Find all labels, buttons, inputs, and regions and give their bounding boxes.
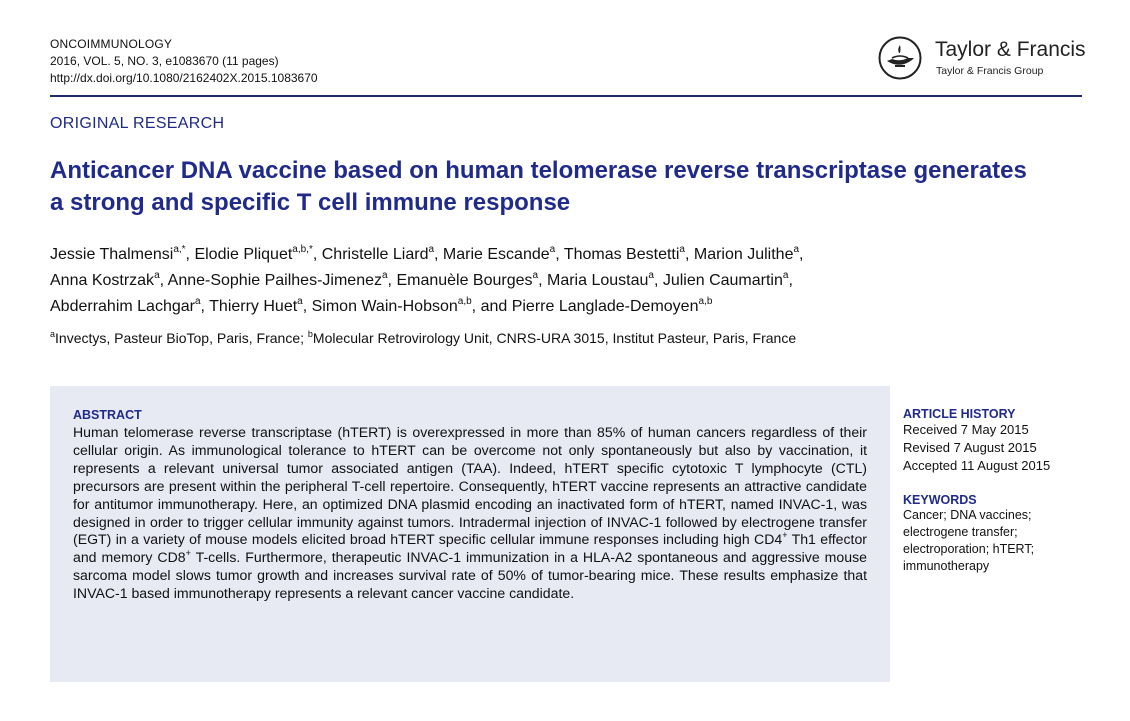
- author-separator: ,: [387, 272, 397, 289]
- author-name: Abderrahim Lachgar: [50, 298, 195, 315]
- publisher-name: Taylor & Francis: [935, 38, 1086, 61]
- section-label: ORIGINAL RESEARCH: [50, 115, 225, 132]
- author-separator: ,: [200, 298, 210, 315]
- author-name: Marion Julithe: [693, 246, 794, 263]
- author-affiliation-marker: a: [194, 296, 201, 307]
- author-affiliation-marker: a: [782, 270, 789, 281]
- received-date: Received 7 May 2015: [903, 422, 1029, 437]
- keywords: [903, 493, 1093, 575]
- author-affiliation-marker: a,b: [698, 296, 713, 307]
- affiliation-a: Invectys, Pasteur BioTop, Paris, France;: [55, 330, 308, 346]
- author-affiliation-marker: a: [679, 244, 685, 255]
- author-name: Emanuèle Bourges: [396, 272, 533, 289]
- keyword-line: immunotherapy: [903, 559, 990, 573]
- author-affiliation-marker: a: [793, 244, 800, 255]
- abstract-text-part-3: T-cells. Furthermore, therapeutic INVAC-1 immunization in a HLA-A2 spontaneous and aggressive mouse sarcoma model slows tumor growth and increases survival rate of 50% of tumor-bearing mice. These results emphasize that INVAC-1 based immunotherapy represents a relevant cancer vaccine candidate.: [73, 549, 867, 602]
- author-separator: ,: [538, 272, 547, 289]
- author-separator: ,: [434, 246, 443, 263]
- author-name: Anne-Sophie Pailhes-Jimenez: [167, 272, 382, 289]
- journal-volume: 2016, VOL. 5, NO. 3, e1083670 (11 pages): [50, 54, 279, 68]
- author-affiliation-marker: a: [297, 296, 303, 307]
- author-affiliation-marker: a: [549, 244, 556, 255]
- affiliation-b: Molecular Retrovirology Unit, CNRS-URA 3015, Institut Pasteur, Paris, France: [312, 330, 797, 346]
- author-name: Julien Caumartin: [662, 272, 783, 289]
- author-affiliation-marker: a: [154, 270, 160, 281]
- author-name: Maria Loustau: [546, 272, 649, 289]
- keyword-line: electrogene transfer;: [903, 525, 1018, 539]
- journal-name: ONCOIMMUNOLOGY: [50, 37, 173, 51]
- title-line-2: a strong and specific T cell immune response: [50, 189, 571, 216]
- author-separator: ,: [684, 246, 694, 263]
- abstract-superscript: +: [782, 530, 788, 541]
- author-separator: ,: [555, 246, 564, 263]
- abstract-heading: ABSTRACT: [73, 408, 142, 422]
- abstract-superscript: +: [185, 548, 191, 559]
- abstract-text-part-1: Human telomerase reverse transcriptase (hTERT) is overexpressed in more than 85% of human cancers regardless of their cellular origin. As immunological tolerance to hTERT can be overcome not only spontaneously but also by vaccination, it represents a relevant universal tumor associated antigen (TAA). Indeed, hTERT specific cytotoxic T lymphocyte (CTL) precursors are present within the peripheral T-cell repertoire. Consequently, hTERT vaccine represents an attractive candidate for antitumor immunotherapy. Here, an optimized DNA plasmid encoding an inactivated form of hTERT, named INVAC-1, was designed in order to trigger cellular immunity against tumors. Intradermal injection of INVAC-1 followed by electrogene transfer (EGT) in a variety of mouse models elicited broad hTERT specific cellular immune responses including high CD4: [73, 424, 867, 548]
- author-name: Thierry Huet: [209, 298, 298, 315]
- author-affiliation-marker: a: [648, 270, 654, 281]
- journal-doi-link[interactable]: http://dx.doi.org/10.1080/2162402X.2015.1083670: [50, 71, 318, 85]
- author-separator: ,: [159, 272, 168, 289]
- author-affiliation-marker: a,b: [457, 296, 472, 307]
- article-history-heading: ARTICLE HISTORY: [903, 407, 1016, 421]
- author-name: Christelle Liard: [321, 246, 429, 263]
- author-separator: ,: [312, 246, 322, 263]
- keyword-line: electroporation; hTERT;: [903, 542, 1035, 556]
- author-affiliation-marker: a,*: [173, 244, 186, 255]
- keywords-heading: KEYWORDS: [903, 493, 977, 507]
- oil-lamp-icon: [878, 36, 922, 80]
- author-name: Simon Wain-Hobson: [311, 298, 458, 315]
- author-affiliation-marker: a,b,*: [292, 244, 313, 255]
- affiliation-marker-b: b: [307, 329, 313, 339]
- author-separator: ,: [788, 272, 793, 289]
- author-name: Anna Kostrzak: [50, 272, 155, 289]
- author-name: Elodie Pliquet: [194, 246, 293, 263]
- abstract-text-part-2: Th1 effector and memory CD8: [73, 531, 867, 566]
- publisher-logo: [878, 34, 1088, 84]
- title-line-1: Anticancer DNA vaccine based on human telomerase reverse transcriptase generates: [50, 157, 1027, 184]
- author-name: Marie Escande: [442, 246, 550, 263]
- author-affiliation-marker: a: [428, 244, 435, 255]
- affiliation-marker-a: a: [50, 329, 56, 339]
- keyword-line: Cancer; DNA vaccines;: [903, 508, 1032, 522]
- publisher-group: Taylor & Francis Group: [936, 65, 1044, 77]
- author-affiliation-marker: a: [381, 270, 388, 281]
- abstract-body: [73, 424, 867, 603]
- author-separator: , and: [471, 298, 512, 315]
- accepted-date: Accepted 11 August 2015: [903, 458, 1051, 473]
- author-name: Jessie Thalmensi: [50, 246, 174, 263]
- author-name: Pierre Langlade-Demoyen: [511, 298, 699, 315]
- header-divider: [50, 95, 1082, 97]
- author-separator: ,: [302, 298, 312, 315]
- article-title: [50, 155, 1090, 219]
- journal-header: [50, 36, 318, 87]
- revised-date: Revised 7 August 2015: [903, 440, 1037, 455]
- author-separator: ,: [799, 246, 804, 263]
- author-name: Thomas Bestetti: [563, 246, 680, 263]
- affiliations: [50, 330, 1090, 346]
- author-list: [50, 242, 1090, 320]
- author-separator: ,: [653, 272, 663, 289]
- author-affiliation-marker: a: [532, 270, 539, 281]
- article-history: [903, 407, 1093, 475]
- author-separator: ,: [185, 246, 195, 263]
